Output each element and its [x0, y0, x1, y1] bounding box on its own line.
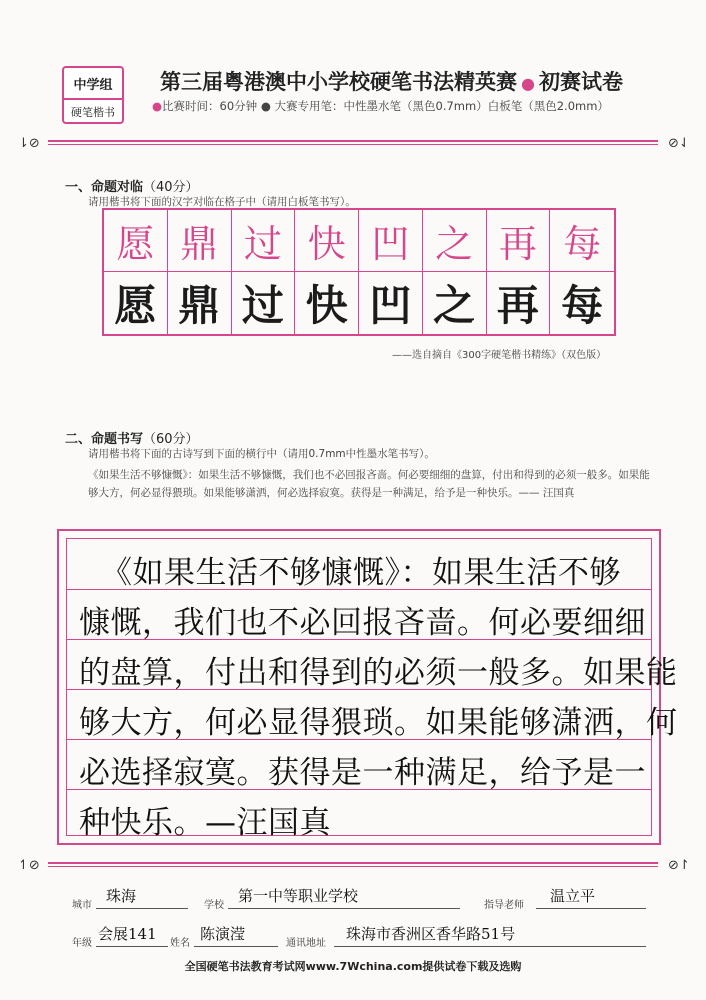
info-dot-icon: ● [152, 99, 163, 113]
teacher-label: 指导老师 [484, 900, 524, 911]
section1-title: 一、命题对临（40分） [65, 180, 199, 195]
right-ornament-icon: ⊘↾ [668, 858, 690, 873]
poem-passage: 《如果生活不够慷慨》：如果生活不够慷慨，我们也不必回报吝啬。何必要细细的盘算，付出和得到的必须一般多。如果能够大方，何必显得猥琐。如果能够潇洒，何必选择寂寞。获得是一种满足，给予是一种快乐。—— 汪国真 [88, 469, 650, 499]
badge-style-label: 硬笔楷书 [71, 106, 115, 119]
page-title [160, 66, 623, 96]
school-field[interactable]: 第一中等职业学校 [238, 887, 359, 905]
name-label: 姓名 [170, 938, 190, 949]
copy-grid [102, 208, 616, 336]
handwritten-line: 必选择寂寞。获得是一种满足，给予是一 [79, 755, 646, 791]
left-ornament-icon: ↿⊘ [18, 858, 40, 873]
handwritten-line: 的盘算，付出和得到的必须一般多。如果能 [79, 655, 678, 691]
handwritten-char: 鼎 [168, 272, 232, 334]
right-ornament-icon: ⊘⇃ [668, 136, 690, 151]
handwritten-char: 每 [561, 281, 604, 330]
handwritten-line: 《如果生活不够慷慨》：如果生活不够 [101, 555, 621, 591]
ref-char: 快 [295, 210, 359, 272]
source-citation: ——选自摘自《300字硬笔楷书精练》（双色版） [392, 350, 607, 361]
grade-field[interactable]: 会展141 [98, 925, 157, 943]
handwritten-line: 种快乐。—汪国真 [79, 805, 331, 841]
writing-box [57, 529, 678, 845]
title-suffix: 初赛试卷 [538, 70, 623, 94]
city-field[interactable]: 珠海 [106, 887, 137, 905]
teacher-field[interactable]: 温立平 [550, 887, 596, 905]
section2-instruction: 请用楷书将下面的古诗写到下面的横行中（请用0.7mm中性墨水笔书写）。 [88, 448, 435, 460]
name-field[interactable]: 陈演滢 [200, 925, 246, 943]
ref-char: 每 [550, 210, 614, 272]
handwritten-char: 之 [423, 272, 487, 334]
handwritten-line: 慷慨，我们也不必回报吝啬。何必要细细 [79, 605, 646, 641]
badge-group-label: 中学组 [64, 68, 122, 100]
ref-char: 之 [423, 210, 487, 272]
handwritten-char: 凹 [359, 272, 423, 334]
handwritten-line: 够大方，何必显得猥琐。如果能够潇洒，何 [79, 705, 678, 741]
left-ornament-icon: ⇂⊘ [18, 136, 40, 151]
ref-char: 再 [487, 210, 551, 272]
group-badge [62, 66, 124, 124]
handwritten-char: 愿 [104, 272, 168, 334]
ref-char: 鼎 [168, 210, 232, 272]
ref-char: 凹 [359, 210, 423, 272]
school-label: 学校 [204, 900, 224, 911]
ref-char: 愿 [104, 210, 168, 272]
ref-char: 过 [232, 210, 296, 272]
handwritten-char: 再 [487, 272, 551, 334]
handwritten-char: 过 [232, 272, 296, 334]
title-main: 第三届粤港澳中小学校硬笔书法精英赛 [160, 70, 517, 94]
section2-title: 二、命题书写（60分） [65, 432, 199, 447]
grade-label: 年级 [72, 938, 92, 949]
title-dot-icon: ● [521, 74, 535, 93]
handwritten-char: 快 [295, 272, 359, 334]
address-field[interactable]: 珠海市香洲区香华路51号 [346, 925, 516, 943]
footer-note: 全国硬笔书法教育考试网www.7Wchina.com提供试卷下载及选购 [184, 960, 522, 973]
address-label: 通讯地址 [286, 938, 326, 949]
exam-info-text: 比赛时间：60分钟 ● 大赛专用笔：中性墨水笔（黑色0.7mm）白板笔（黑色2.0mm） [162, 99, 609, 113]
city-label: 城市 [72, 900, 92, 911]
section1-instruction: 请用楷书将下面的汉字对临在格子中（请用白板笔书写）。 [88, 196, 356, 208]
exam-info [152, 98, 609, 114]
